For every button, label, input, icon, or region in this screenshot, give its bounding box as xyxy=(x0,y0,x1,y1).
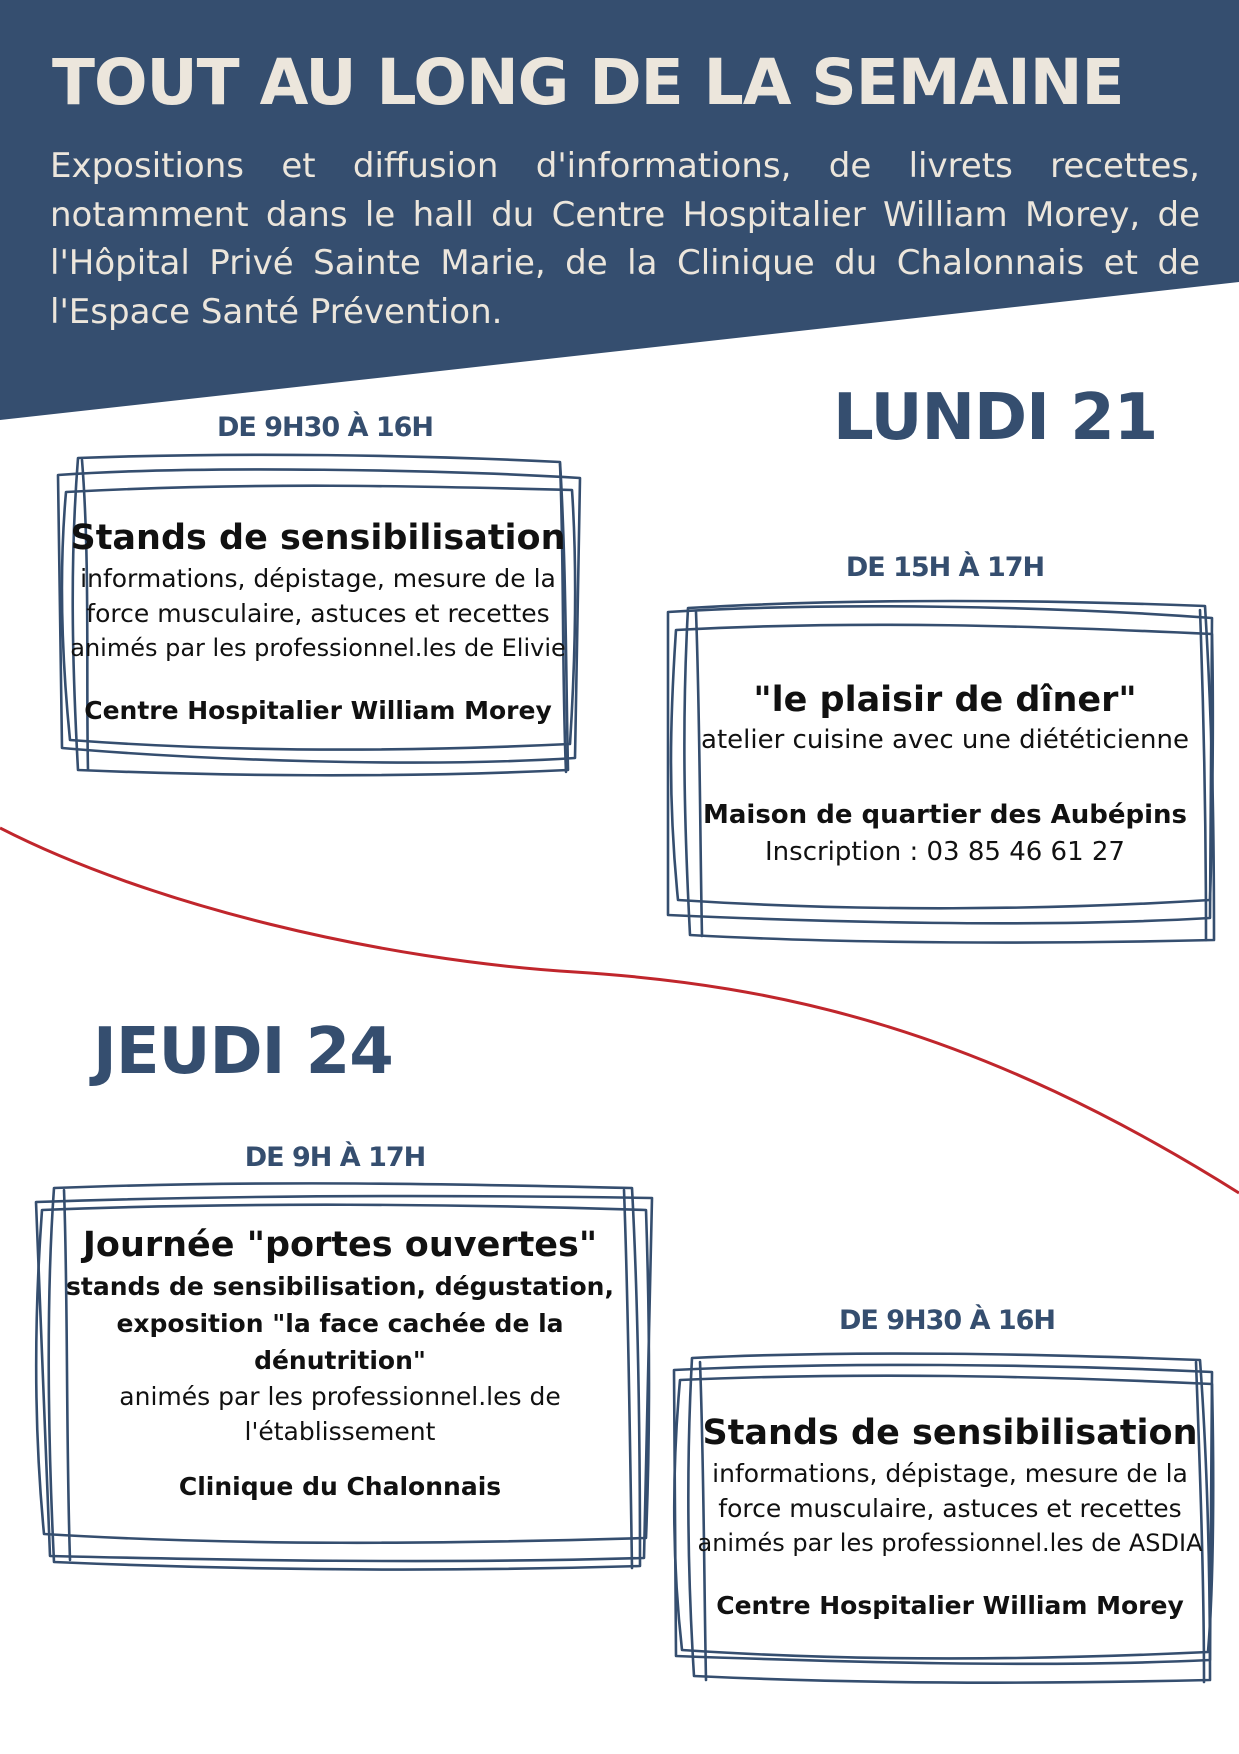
event-title: Stands de sensibilisation xyxy=(702,1413,1198,1453)
event-desc-line: animés par les professionnel.les de xyxy=(119,1382,561,1411)
event-phone: Inscription : 03 85 46 61 27 xyxy=(765,837,1125,867)
event-bold-line: stands de sensibilisation, dégustation, xyxy=(66,1272,614,1301)
event-desc-line: informations, dépistage, mesure de la xyxy=(80,564,556,593)
event-bold-line: dénutrition" xyxy=(254,1346,426,1375)
day-label-monday: LUNDI 21 xyxy=(833,381,1158,455)
event-desc-line: animés par les professionnel.les de Elivie xyxy=(70,634,566,662)
event-card-thursday-2 xyxy=(696,1410,1204,1623)
event-desc: atelier cuisine avec une diététicienne xyxy=(701,725,1189,755)
header-description: Expositions et diffusion d'informations, de livrets recettes, notamment dans le hall du Centre Hospitalier William Morey, de l'Hôpital Privé Sainte Marie, de la Clinique du Chalonnais et de l'Espace Santé Prévention. xyxy=(50,146,1200,332)
event-card-monday-2 xyxy=(690,677,1200,871)
time-label-thursday-2: DE 9H30 À 16H xyxy=(838,1305,1056,1336)
event-place: Clinique du Chalonnais xyxy=(178,1472,502,1501)
event-bold-line: exposition "la face cachée de la xyxy=(116,1309,564,1338)
event-place: Centre Hospitalier William Morey xyxy=(84,696,552,725)
event-title: "le plaisir de dîner" xyxy=(753,680,1137,720)
time-label-monday-2: DE 15H À 17H xyxy=(845,552,1045,583)
red-divider-line xyxy=(0,828,1239,1193)
event-desc-line: animés par les professionnel.les de ASDIA xyxy=(697,1529,1203,1557)
event-card-monday-1 xyxy=(68,515,568,728)
event-card-thursday-1 xyxy=(60,1222,620,1504)
event-title: Stands de sensibilisation xyxy=(70,518,566,558)
event-desc-line: force musculaire, astuces et recettes xyxy=(718,1494,1182,1523)
event-desc-line: l'établissement xyxy=(244,1417,436,1446)
event-title: Journée "portes ouvertes" xyxy=(82,1225,598,1265)
event-place: Centre Hospitalier William Morey xyxy=(716,1591,1184,1620)
time-label-thursday-1: DE 9H À 17H xyxy=(244,1142,426,1173)
event-desc-line: informations, dépistage, mesure de la xyxy=(712,1459,1188,1488)
header-title: TOUT AU LONG DE LA SEMAINE xyxy=(52,46,1124,119)
event-desc-line: force musculaire, astuces et recettes xyxy=(86,599,550,628)
day-label-thursday: JEUDI 24 xyxy=(93,1015,393,1089)
event-place: Maison de quartier des Aubépins xyxy=(702,800,1188,830)
time-label-monday-1: DE 9H30 À 16H xyxy=(216,412,434,443)
